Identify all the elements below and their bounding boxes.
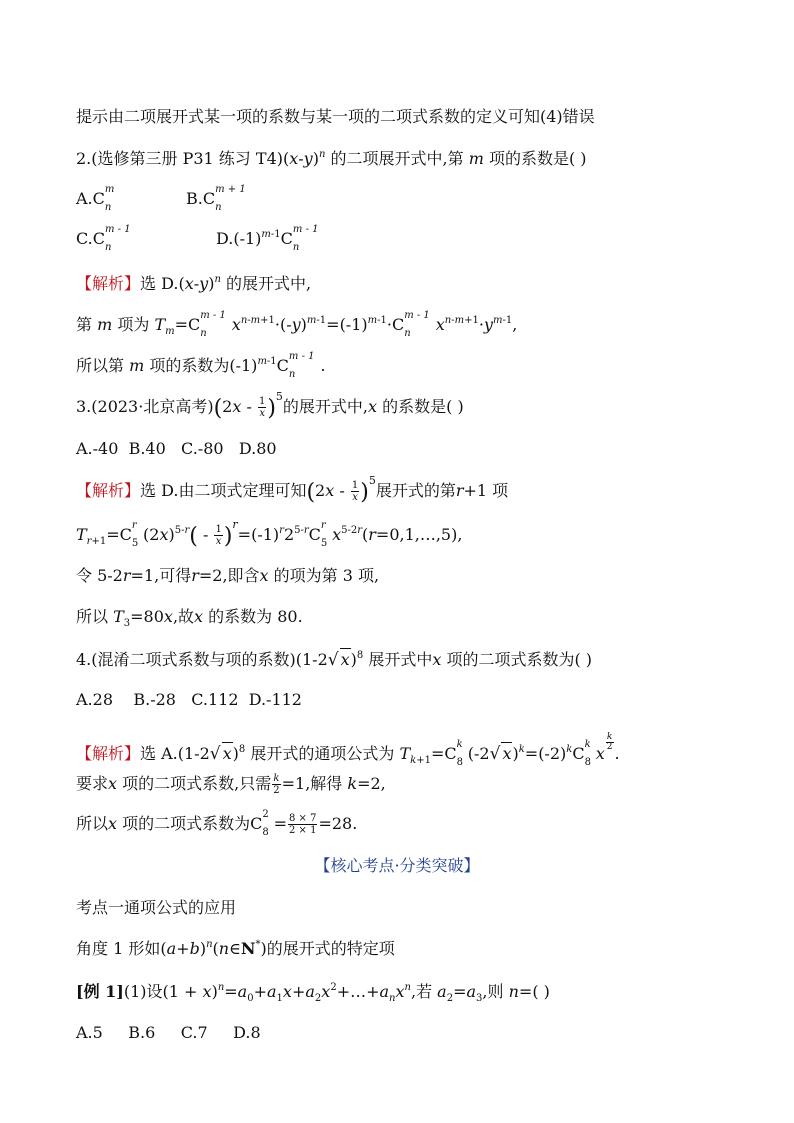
q2-options-row2 [76, 224, 754, 253]
q2-analysis-2b: 项为 [112, 315, 155, 334]
q3-analysis-1a: 选 D.由二项式定理可知 [140, 481, 307, 500]
angle-line: 角度 1 形如$(a+b)^n(n\in N^*)$的展开式的特定项 [76, 939, 395, 958]
q2-stem-a: 2.(选修第三册 P31 练习 T4)( [76, 149, 290, 168]
q3-analysis-3c: =2,即含 [198, 566, 260, 585]
example-stem-c: ,若 [410, 982, 438, 1001]
q2-option-d: $D.(-1)^{m-1}C$ m - 1 n [216, 224, 319, 253]
q2-opt-a-text: A.C [76, 189, 105, 208]
q2-analysis-1: 【解析】选 $D.(x-y)^n$ 的展开式中, [76, 274, 312, 293]
q4-stem: 4.(混淆二项式系数与项的系数)(1-2√ x)$^8$ 展开式中x 项的二项式系数为( ) [76, 650, 593, 670]
q2-option-a: A.C m n [76, 184, 115, 213]
q2-analysis-1-text: 选 D.( [140, 274, 185, 293]
q2-stem-d: 项的系数是( ) [483, 149, 587, 168]
q2-analysis-3: 所以第 m 项的系数为$(-1)^{m-1}C$ m - 1 n . [76, 351, 326, 380]
q3-option-c: C.-80 [181, 439, 224, 458]
angle-a: 角度 1 形如( [76, 939, 167, 958]
q3-analysis-2: $T_{r+1}=C$ r 5 $(2x)^{5-r}$( - $\frac{1}{x}$ )$^r=(-1)^r2^{5-r}C$ r 5 $x^{5-2r}(r=0,1,\dots,5)$, [76, 518, 463, 549]
q4-analysis-2c: =1,解得 [281, 774, 348, 793]
q2-opt-d-text: D.(-1) [216, 229, 262, 248]
q4-option-b: B.-28 [133, 690, 176, 709]
hint-line [76, 106, 754, 128]
q4-analysis-1a: 选 A.(1-2 [140, 744, 210, 763]
example-1-options [76, 1022, 754, 1044]
topic-line: 考点一通项公式的应用 [76, 898, 237, 917]
q2-stem: 2.(选修第三册 P31 练习 $T4)(x-y)^n$ 的二项展开式中,第 m 项的系数是( ) [76, 149, 587, 168]
q3-analysis-1b: 展开式的第 [375, 481, 456, 500]
q3-analysis-4: 所以 $T_3=80x$,故x 的系数为 80. [76, 607, 303, 629]
q4-analysis-1b: 展开式的通项公式为 [245, 744, 400, 763]
q3-analysis-4a: 所以 [76, 607, 114, 626]
angle-d: )的展开式的特定项 [260, 939, 395, 958]
q4-options [76, 689, 754, 711]
q2-option-c: C.C m - 1 n [76, 224, 131, 253]
q3-option-a: A.-40 [76, 439, 119, 458]
example-option-a: A.5 [76, 1023, 103, 1042]
q2-option-b: B.C m + 1 n [186, 184, 246, 213]
q4-analysis-2a: 要求 [76, 774, 109, 793]
angle-c: ∈ [229, 939, 241, 958]
q3-analysis-3d: 的项为第 3 项, [268, 566, 380, 585]
q3-analysis-1: 【解析】选 D.由二项式定理可知(2x - $\frac{1}{x}$ )$^5$展开式的第r+1 项 [76, 474, 509, 505]
q2-analysis-3a: 所以第 [76, 356, 130, 375]
q4-analysis-1: 【解析】选 A.(1-2√ x)$^8$ 展开式的通项公式为 $T_{k+1}=C$ k 8 (-2√ $x)^k=(-2)^kC$ k 8 x $\frac{k}{2}$ . [76, 732, 620, 768]
q3-analysis-3a: 令 5-2 [76, 566, 123, 585]
q3-analysis-tag: 【解析】 [76, 481, 141, 500]
section-heading: 【核心考点·分类突破】 [314, 856, 480, 875]
q4-analysis-3a: 所以 [76, 814, 109, 833]
q2-stem-b: ) [312, 149, 319, 168]
q2-analysis-1b-text: 的展开式中, [220, 274, 312, 293]
q3-analysis-3: 令 5-2r=1,可得r=2,即含x 的项为第 3 项, [76, 566, 380, 585]
example-1-stem: [例 1](1)设$(1 + x)^n=a_0+a_1x+a_2x^2+\dots+a_nx^n$,若 $a_2=a_3$,则 n=( ) [76, 982, 550, 1004]
q4-analysis-3b: 项的二项式系数为 [117, 814, 251, 833]
q3-options [76, 438, 754, 460]
q3-analysis-4b: ,故 [172, 607, 195, 626]
q2-analysis-tag: 【解析】 [76, 274, 141, 293]
q2-opt-c-text: C.C [76, 229, 105, 248]
q3-analysis-3b: =1,可得 [130, 566, 192, 585]
q4-analysis-tag: 【解析】 [76, 744, 141, 763]
q4-option-a: A.28 [76, 690, 113, 709]
q4-option-c: C.112 [191, 690, 239, 709]
q3-stem: 3.(2023·北京高考)(2x - $\frac{1}{x}$ )$^5$的展开式中,x 的系数是( ) [76, 390, 464, 421]
q4-stem-b: 展开式中 [363, 650, 433, 669]
q4-analysis-2: 要求x 项的二项式系数,只需 $\frac{k}{2}$ =1,解得 k=2, [76, 773, 386, 796]
q3-stem-c: 的系数是( ) [377, 397, 464, 416]
example-stem-d: ,则 [482, 982, 509, 1001]
example-stem-b: = [224, 982, 238, 1001]
q2-opt-b-text: B.C [186, 189, 216, 208]
q3-analysis-1c: +1 项 [463, 481, 509, 500]
q3-analysis-4c: 的系数为 80. [203, 607, 303, 626]
q4-option-d: D.-112 [248, 690, 302, 709]
q3-option-d: D.80 [238, 439, 277, 458]
example-tag: [例 1] [76, 982, 124, 1001]
q3-stem-a: 3.(2023·北京高考) [76, 397, 214, 416]
example-stem-e: =( ) [518, 982, 550, 1001]
angle-b: ( [212, 939, 219, 958]
example-option-d: D.8 [233, 1023, 261, 1042]
q2-stem-c: 的二项展开式中,第 [325, 149, 469, 168]
q2-analysis-2: 第 m 项为 $T_m=C$ m - 1 n $x^{n-m+1}\cdot(-y)^{m-1}=(-1)^{m-1}\cdot C$ m - 1 n $x^{n-m+1}\cdot y^{m-1}$, [76, 310, 518, 339]
hint-text: 提示由二项展开式某一项的系数与某一项的二项式系数的定义可知(4)错误 [76, 107, 595, 126]
q3-option-b: B.40 [128, 439, 166, 458]
q4-analysis-3: 所以x 项的二项式系数为C 2 8 = $\frac{8 \times 7}{2 \times 1}$ =28. [76, 809, 358, 838]
q4-analysis-2b: 项的二项式系数,只需 [117, 774, 272, 793]
q2-analysis-2a: 第 [76, 315, 98, 334]
q4-analysis-3c: =28. [318, 814, 358, 833]
q4-analysis-2d: =2, [357, 774, 386, 793]
example-option-c: C.7 [180, 1023, 208, 1042]
example-stem-a: (1)设 [123, 982, 163, 1001]
q3-stem-b: 的展开式中, [282, 397, 369, 416]
q2-analysis-3b: 项的系数为(-1) [144, 356, 258, 375]
example-option-b: B.6 [128, 1023, 156, 1042]
q4-stem-a: 4.(混淆二项式系数与项的系数)(1-2 [76, 650, 328, 669]
q2-options-row1 [76, 184, 754, 213]
q4-stem-c: 项的二项式系数为( ) [441, 650, 593, 669]
